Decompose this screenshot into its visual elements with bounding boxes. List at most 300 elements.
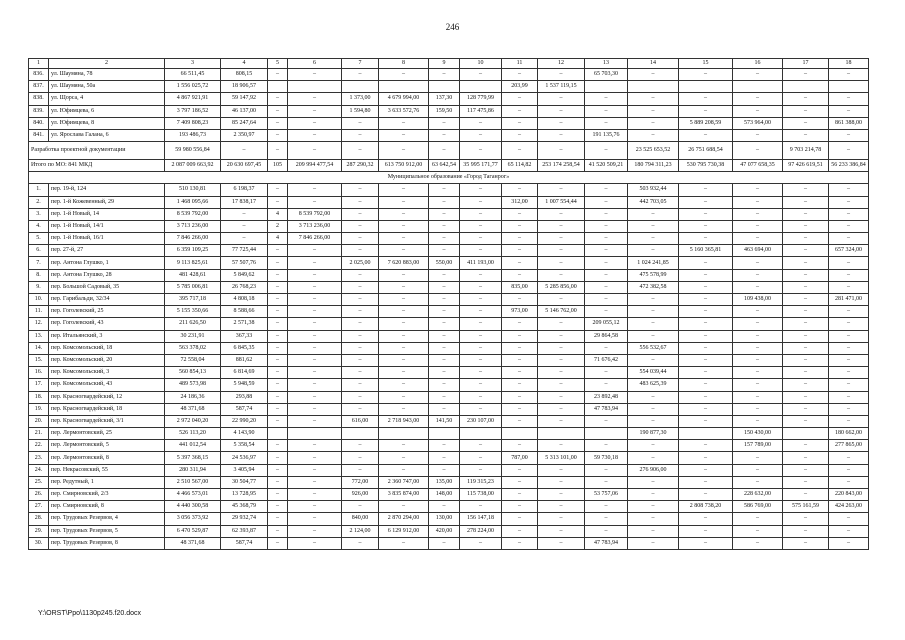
value-cell bbox=[585, 428, 628, 440]
value-cell: 4 679 994,00 bbox=[379, 93, 429, 105]
value-cell: – bbox=[783, 196, 829, 208]
value-cell: 563 378,02 bbox=[165, 342, 221, 354]
address-cell: пер. Антона Глушко, 1 bbox=[49, 257, 165, 269]
value-cell: – bbox=[429, 403, 460, 415]
row-number: 22. bbox=[29, 440, 49, 452]
value-cell: – bbox=[679, 379, 733, 391]
value-cell: – bbox=[502, 220, 538, 232]
value-cell: 209 055,12 bbox=[585, 318, 628, 330]
value-cell: – bbox=[429, 196, 460, 208]
value-cell: – bbox=[460, 208, 502, 220]
value-cell: – bbox=[268, 281, 288, 293]
value-cell: – bbox=[679, 105, 733, 117]
value-cell: – bbox=[502, 105, 538, 117]
value-cell: – bbox=[342, 367, 379, 379]
total-value-cell: 97 426 619,51 bbox=[783, 160, 829, 172]
value-cell: – bbox=[679, 452, 733, 464]
table-row bbox=[29, 440, 869, 452]
value-cell: 278 224,00 bbox=[460, 525, 502, 537]
row-number: 2. bbox=[29, 196, 49, 208]
value-cell: – bbox=[679, 342, 733, 354]
address-cell: пер. Комсомольский, 20 bbox=[49, 354, 165, 366]
row-number: 19. bbox=[29, 403, 49, 415]
value-cell: 3 405,94 bbox=[221, 464, 268, 476]
address-cell: пер. Комсомольский, 43 bbox=[49, 379, 165, 391]
value-cell: 861 388,00 bbox=[829, 117, 869, 129]
value-cell: – bbox=[379, 233, 429, 245]
value-cell: – bbox=[429, 440, 460, 452]
table-row bbox=[29, 452, 869, 464]
value-cell: – bbox=[679, 269, 733, 281]
value-cell: – bbox=[379, 69, 429, 81]
value-cell bbox=[829, 81, 869, 93]
value-cell: 30 504,77 bbox=[221, 476, 268, 488]
value-cell: – bbox=[783, 464, 829, 476]
value-cell: – bbox=[268, 105, 288, 117]
value-cell: – bbox=[429, 281, 460, 293]
value-cell: – bbox=[460, 69, 502, 81]
value-cell: – bbox=[342, 318, 379, 330]
address-cell: пер. Трудовых Резервов, 8 bbox=[49, 537, 165, 549]
value-cell: – bbox=[268, 379, 288, 391]
total-label: Итого по МО: 841 МКД bbox=[29, 160, 165, 172]
table-row bbox=[29, 489, 869, 501]
value-cell: – bbox=[733, 330, 783, 342]
table-row bbox=[29, 105, 869, 117]
value-cell: – bbox=[538, 184, 585, 196]
value-cell: – bbox=[585, 342, 628, 354]
value-cell: 503 932,44 bbox=[628, 184, 679, 196]
value-cell: – bbox=[679, 69, 733, 81]
table-row bbox=[29, 525, 869, 537]
value-cell: – bbox=[379, 342, 429, 354]
value-cell: – bbox=[288, 513, 342, 525]
value-cell: – bbox=[288, 354, 342, 366]
value-cell: 441 012,54 bbox=[165, 440, 221, 452]
value-cell: – bbox=[342, 184, 379, 196]
column-number: 2 bbox=[49, 59, 165, 69]
value-cell: – bbox=[502, 354, 538, 366]
value-cell: – bbox=[679, 220, 733, 232]
value-cell: 7 409 808,23 bbox=[165, 117, 221, 129]
value-cell: – bbox=[628, 440, 679, 452]
value-cell: – bbox=[585, 142, 628, 160]
value-cell: – bbox=[783, 69, 829, 81]
value-cell: 3 633 572,76 bbox=[379, 105, 429, 117]
value-cell: – bbox=[429, 142, 460, 160]
value-cell: – bbox=[502, 391, 538, 403]
value-cell: – bbox=[379, 354, 429, 366]
value-cell: – bbox=[342, 69, 379, 81]
value-cell: – bbox=[460, 452, 502, 464]
total-value-cell: 63 642,54 bbox=[429, 160, 460, 172]
column-number: 16 bbox=[733, 59, 783, 69]
value-cell: – bbox=[288, 257, 342, 269]
value-cell: – bbox=[502, 129, 538, 141]
value-cell: – bbox=[502, 208, 538, 220]
value-cell: 554 039,44 bbox=[628, 367, 679, 379]
value-cell: – bbox=[342, 464, 379, 476]
value-cell: – bbox=[783, 379, 829, 391]
value-cell bbox=[733, 81, 783, 93]
total-value-cell: 35 995 171,77 bbox=[460, 160, 502, 172]
value-cell: – bbox=[829, 379, 869, 391]
value-cell: – bbox=[733, 415, 783, 427]
address-cell: пер. Некрасовский, 55 bbox=[49, 464, 165, 476]
value-cell: – bbox=[733, 379, 783, 391]
value-cell: 117 475,86 bbox=[460, 105, 502, 117]
value-cell: – bbox=[679, 318, 733, 330]
value-cell: 4 bbox=[268, 208, 288, 220]
value-cell: 481 428,61 bbox=[165, 269, 221, 281]
value-cell: – bbox=[679, 93, 733, 105]
value-cell: 2 360 747,00 bbox=[379, 476, 429, 488]
value-cell: – bbox=[538, 489, 585, 501]
value-cell: 3 835 874,00 bbox=[379, 489, 429, 501]
value-cell bbox=[460, 81, 502, 93]
value-cell: – bbox=[429, 391, 460, 403]
value-cell: – bbox=[342, 354, 379, 366]
value-cell: 420,00 bbox=[429, 525, 460, 537]
value-cell: 4 808,18 bbox=[221, 294, 268, 306]
value-cell: – bbox=[379, 330, 429, 342]
value-cell: – bbox=[538, 367, 585, 379]
value-cell: – bbox=[783, 269, 829, 281]
value-cell: – bbox=[429, 294, 460, 306]
row-number: 27. bbox=[29, 501, 49, 513]
value-cell: – bbox=[783, 525, 829, 537]
row-number: 25. bbox=[29, 476, 49, 488]
address-cell: пер. Лермонтовский, 5 bbox=[49, 440, 165, 452]
value-cell: 6 198,37 bbox=[221, 184, 268, 196]
value-cell: – bbox=[829, 318, 869, 330]
value-cell: – bbox=[585, 513, 628, 525]
row-number: 11. bbox=[29, 306, 49, 318]
row-number: 29. bbox=[29, 525, 49, 537]
address-cell: пер. Гарибальди, 32/34 bbox=[49, 294, 165, 306]
value-cell: – bbox=[783, 117, 829, 129]
value-cell: – bbox=[429, 208, 460, 220]
value-cell: 808,15 bbox=[221, 69, 268, 81]
value-cell: 442 703,05 bbox=[628, 196, 679, 208]
value-cell: – bbox=[342, 330, 379, 342]
address-cell: пер. 1-й Новый, 16/1 bbox=[49, 233, 165, 245]
value-cell: 5 849,62 bbox=[221, 269, 268, 281]
address-cell: пер. 1-й Новый, 14 bbox=[49, 208, 165, 220]
row-number: 14. bbox=[29, 342, 49, 354]
value-cell: – bbox=[429, 245, 460, 257]
value-cell: – bbox=[460, 117, 502, 129]
value-cell: – bbox=[502, 342, 538, 354]
value-cell: 2 350,97 bbox=[221, 129, 268, 141]
value-cell: – bbox=[538, 318, 585, 330]
value-cell: – bbox=[829, 208, 869, 220]
total-value-cell: 530 795 730,38 bbox=[679, 160, 733, 172]
value-cell: – bbox=[288, 537, 342, 549]
value-cell: – bbox=[585, 220, 628, 232]
value-cell: – bbox=[288, 501, 342, 513]
value-cell: – bbox=[733, 354, 783, 366]
value-cell: – bbox=[628, 489, 679, 501]
value-cell: 191 135,76 bbox=[585, 129, 628, 141]
value-cell: 2 025,00 bbox=[342, 257, 379, 269]
value-cell: – bbox=[342, 306, 379, 318]
value-cell: 5 397 368,15 bbox=[165, 452, 221, 464]
value-cell: – bbox=[379, 196, 429, 208]
total-value-cell: 253 174 258,54 bbox=[538, 160, 585, 172]
address-cell: пер. 1-й Кожевенный, 29 bbox=[49, 196, 165, 208]
value-cell: – bbox=[429, 318, 460, 330]
value-cell: – bbox=[288, 196, 342, 208]
value-cell: – bbox=[733, 129, 783, 141]
value-cell: – bbox=[268, 367, 288, 379]
value-cell: – bbox=[783, 391, 829, 403]
value-cell: – bbox=[268, 391, 288, 403]
value-cell: – bbox=[829, 93, 869, 105]
value-cell: 190 877,30 bbox=[628, 428, 679, 440]
value-cell: – bbox=[585, 208, 628, 220]
value-cell: 47 783,94 bbox=[585, 403, 628, 415]
value-cell bbox=[460, 428, 502, 440]
value-cell: – bbox=[783, 281, 829, 293]
value-cell: 3 056 373,92 bbox=[165, 513, 221, 525]
value-cell: 483 625,39 bbox=[628, 379, 679, 391]
value-cell: – bbox=[585, 415, 628, 427]
table-row bbox=[29, 281, 869, 293]
total-value-cell: 613 750 912,00 bbox=[379, 160, 429, 172]
total-value-cell: 105 bbox=[268, 160, 288, 172]
address-cell: пер. Красногвардейский, 3/1 bbox=[49, 415, 165, 427]
value-cell: 1 468 095,66 bbox=[165, 196, 221, 208]
value-cell: 7 846 266,00 bbox=[165, 233, 221, 245]
project-documentation-label: Разработка проектной документации bbox=[29, 142, 165, 160]
value-cell: – bbox=[460, 233, 502, 245]
value-cell: – bbox=[829, 476, 869, 488]
value-cell: 573 964,00 bbox=[733, 117, 783, 129]
value-cell: – bbox=[268, 245, 288, 257]
value-cell: – bbox=[268, 501, 288, 513]
value-cell: – bbox=[829, 354, 869, 366]
value-cell: – bbox=[733, 208, 783, 220]
value-cell: – bbox=[783, 440, 829, 452]
value-cell: 130,00 bbox=[429, 513, 460, 525]
value-cell: 26 751 688,54 bbox=[679, 142, 733, 160]
address-cell: пер. Комсомольский, 3 bbox=[49, 367, 165, 379]
value-cell: – bbox=[502, 379, 538, 391]
value-cell: – bbox=[460, 379, 502, 391]
value-cell: – bbox=[288, 281, 342, 293]
value-cell: 281 471,00 bbox=[829, 294, 869, 306]
value-cell: – bbox=[379, 269, 429, 281]
value-cell: – bbox=[538, 440, 585, 452]
value-cell: – bbox=[628, 513, 679, 525]
value-cell: – bbox=[460, 391, 502, 403]
value-cell: 230 107,00 bbox=[460, 415, 502, 427]
value-cell: – bbox=[679, 403, 733, 415]
value-cell: – bbox=[268, 196, 288, 208]
value-cell: – bbox=[538, 537, 585, 549]
value-cell: 159,50 bbox=[429, 105, 460, 117]
value-cell: 157 789,00 bbox=[733, 440, 783, 452]
value-cell: – bbox=[502, 269, 538, 281]
value-cell: – bbox=[679, 281, 733, 293]
value-cell: – bbox=[502, 513, 538, 525]
value-cell: 293,88 bbox=[221, 391, 268, 403]
table-row bbox=[29, 117, 869, 129]
value-cell: 489 573,98 bbox=[165, 379, 221, 391]
value-cell: – bbox=[268, 294, 288, 306]
value-cell: – bbox=[268, 129, 288, 141]
value-cell: – bbox=[829, 129, 869, 141]
value-cell: – bbox=[268, 330, 288, 342]
value-cell: – bbox=[538, 93, 585, 105]
value-cell: 66 511,45 bbox=[165, 69, 221, 81]
value-cell: 137,30 bbox=[429, 93, 460, 105]
value-cell: – bbox=[288, 452, 342, 464]
value-cell: – bbox=[829, 233, 869, 245]
row-number: 24. bbox=[29, 464, 49, 476]
row-number: 8. bbox=[29, 269, 49, 281]
value-cell: – bbox=[342, 294, 379, 306]
value-cell: 5 146 762,00 bbox=[538, 306, 585, 318]
value-cell: – bbox=[585, 525, 628, 537]
value-cell: – bbox=[460, 330, 502, 342]
value-cell: – bbox=[342, 342, 379, 354]
value-cell: – bbox=[379, 391, 429, 403]
value-cell bbox=[783, 81, 829, 93]
value-cell: 395 717,18 bbox=[165, 294, 221, 306]
value-cell: – bbox=[679, 513, 733, 525]
value-cell: – bbox=[829, 537, 869, 549]
value-cell: – bbox=[829, 464, 869, 476]
value-cell: – bbox=[268, 415, 288, 427]
value-cell: 2 510 567,00 bbox=[165, 476, 221, 488]
value-cell: 141,50 bbox=[429, 415, 460, 427]
value-cell: 560 854,13 bbox=[165, 367, 221, 379]
value-cell: – bbox=[679, 489, 733, 501]
address-cell: ул. Щорса, 4 bbox=[49, 93, 165, 105]
value-cell: 1 556 025,72 bbox=[165, 81, 221, 93]
value-cell: – bbox=[460, 537, 502, 549]
section-title: Муниципальное образование «Город Таганрог» bbox=[29, 172, 869, 184]
table-row bbox=[29, 367, 869, 379]
value-cell: – bbox=[288, 367, 342, 379]
total-value-cell: 56 233 386,84 bbox=[829, 160, 869, 172]
column-number: 18 bbox=[829, 59, 869, 69]
value-cell: – bbox=[538, 257, 585, 269]
value-cell: – bbox=[829, 415, 869, 427]
value-cell: 6 470 529,87 bbox=[165, 525, 221, 537]
value-cell bbox=[429, 428, 460, 440]
value-cell: – bbox=[342, 220, 379, 232]
value-cell: 1 007 554,44 bbox=[538, 196, 585, 208]
address-cell: ул. Шаумяна, 50а bbox=[49, 81, 165, 93]
value-cell: 148,00 bbox=[429, 489, 460, 501]
address-cell: пер. Красногвардейский, 18 bbox=[49, 403, 165, 415]
value-cell: – bbox=[502, 93, 538, 105]
address-cell: ул. Юфимцева, 6 bbox=[49, 105, 165, 117]
value-cell: – bbox=[379, 537, 429, 549]
value-cell: 18 906,57 bbox=[221, 81, 268, 93]
value-cell: – bbox=[460, 269, 502, 281]
value-cell: – bbox=[460, 294, 502, 306]
value-cell: – bbox=[829, 513, 869, 525]
row-number: 839. bbox=[29, 105, 49, 117]
value-cell: – bbox=[628, 105, 679, 117]
value-cell: 135,00 bbox=[429, 476, 460, 488]
table-row bbox=[29, 403, 869, 415]
value-cell: 657 324,00 bbox=[829, 245, 869, 257]
value-cell: 24 536,97 bbox=[221, 452, 268, 464]
value-cell: – bbox=[502, 464, 538, 476]
table-row bbox=[29, 294, 869, 306]
value-cell: – bbox=[288, 342, 342, 354]
value-cell: – bbox=[288, 440, 342, 452]
value-cell bbox=[628, 81, 679, 93]
value-cell: – bbox=[288, 129, 342, 141]
value-cell: 119 315,23 bbox=[460, 476, 502, 488]
column-number: 17 bbox=[783, 59, 829, 69]
value-cell: – bbox=[342, 281, 379, 293]
address-cell: пер. 27-й, 27 bbox=[49, 245, 165, 257]
value-cell: – bbox=[783, 294, 829, 306]
row-number: 1. bbox=[29, 184, 49, 196]
value-cell: 973,00 bbox=[502, 306, 538, 318]
value-cell: 276 906,00 bbox=[628, 464, 679, 476]
table-body bbox=[29, 59, 869, 550]
value-cell: – bbox=[679, 354, 733, 366]
value-cell: 6 845,35 bbox=[221, 342, 268, 354]
row-number: 837. bbox=[29, 81, 49, 93]
value-cell: – bbox=[783, 318, 829, 330]
value-cell: – bbox=[502, 233, 538, 245]
value-cell: – bbox=[502, 318, 538, 330]
value-cell: – bbox=[502, 184, 538, 196]
row-number: 6. bbox=[29, 245, 49, 257]
value-cell: 2 870 294,00 bbox=[379, 513, 429, 525]
value-cell bbox=[538, 428, 585, 440]
value-cell: – bbox=[679, 294, 733, 306]
value-cell: – bbox=[628, 208, 679, 220]
value-cell: – bbox=[538, 354, 585, 366]
value-cell: – bbox=[829, 196, 869, 208]
value-cell: – bbox=[628, 294, 679, 306]
value-cell: – bbox=[221, 233, 268, 245]
value-cell: – bbox=[342, 403, 379, 415]
value-cell: 6 814,69 bbox=[221, 367, 268, 379]
value-cell: – bbox=[429, 306, 460, 318]
value-cell: – bbox=[379, 129, 429, 141]
value-cell: – bbox=[379, 501, 429, 513]
table-row bbox=[29, 379, 869, 391]
value-cell: – bbox=[628, 69, 679, 81]
value-cell: – bbox=[460, 318, 502, 330]
column-number: 3 bbox=[165, 59, 221, 69]
value-cell: – bbox=[679, 233, 733, 245]
table-row bbox=[29, 208, 869, 220]
value-cell: 616,00 bbox=[342, 415, 379, 427]
value-cell: 510 130,81 bbox=[165, 184, 221, 196]
value-cell: – bbox=[379, 281, 429, 293]
value-cell: – bbox=[829, 525, 869, 537]
row-number: 840. bbox=[29, 117, 49, 129]
value-cell: – bbox=[429, 184, 460, 196]
value-cell: – bbox=[628, 501, 679, 513]
value-cell: – bbox=[429, 464, 460, 476]
value-cell: – bbox=[429, 69, 460, 81]
value-cell: 4 466 573,01 bbox=[165, 489, 221, 501]
value-cell: 6 129 912,00 bbox=[379, 525, 429, 537]
